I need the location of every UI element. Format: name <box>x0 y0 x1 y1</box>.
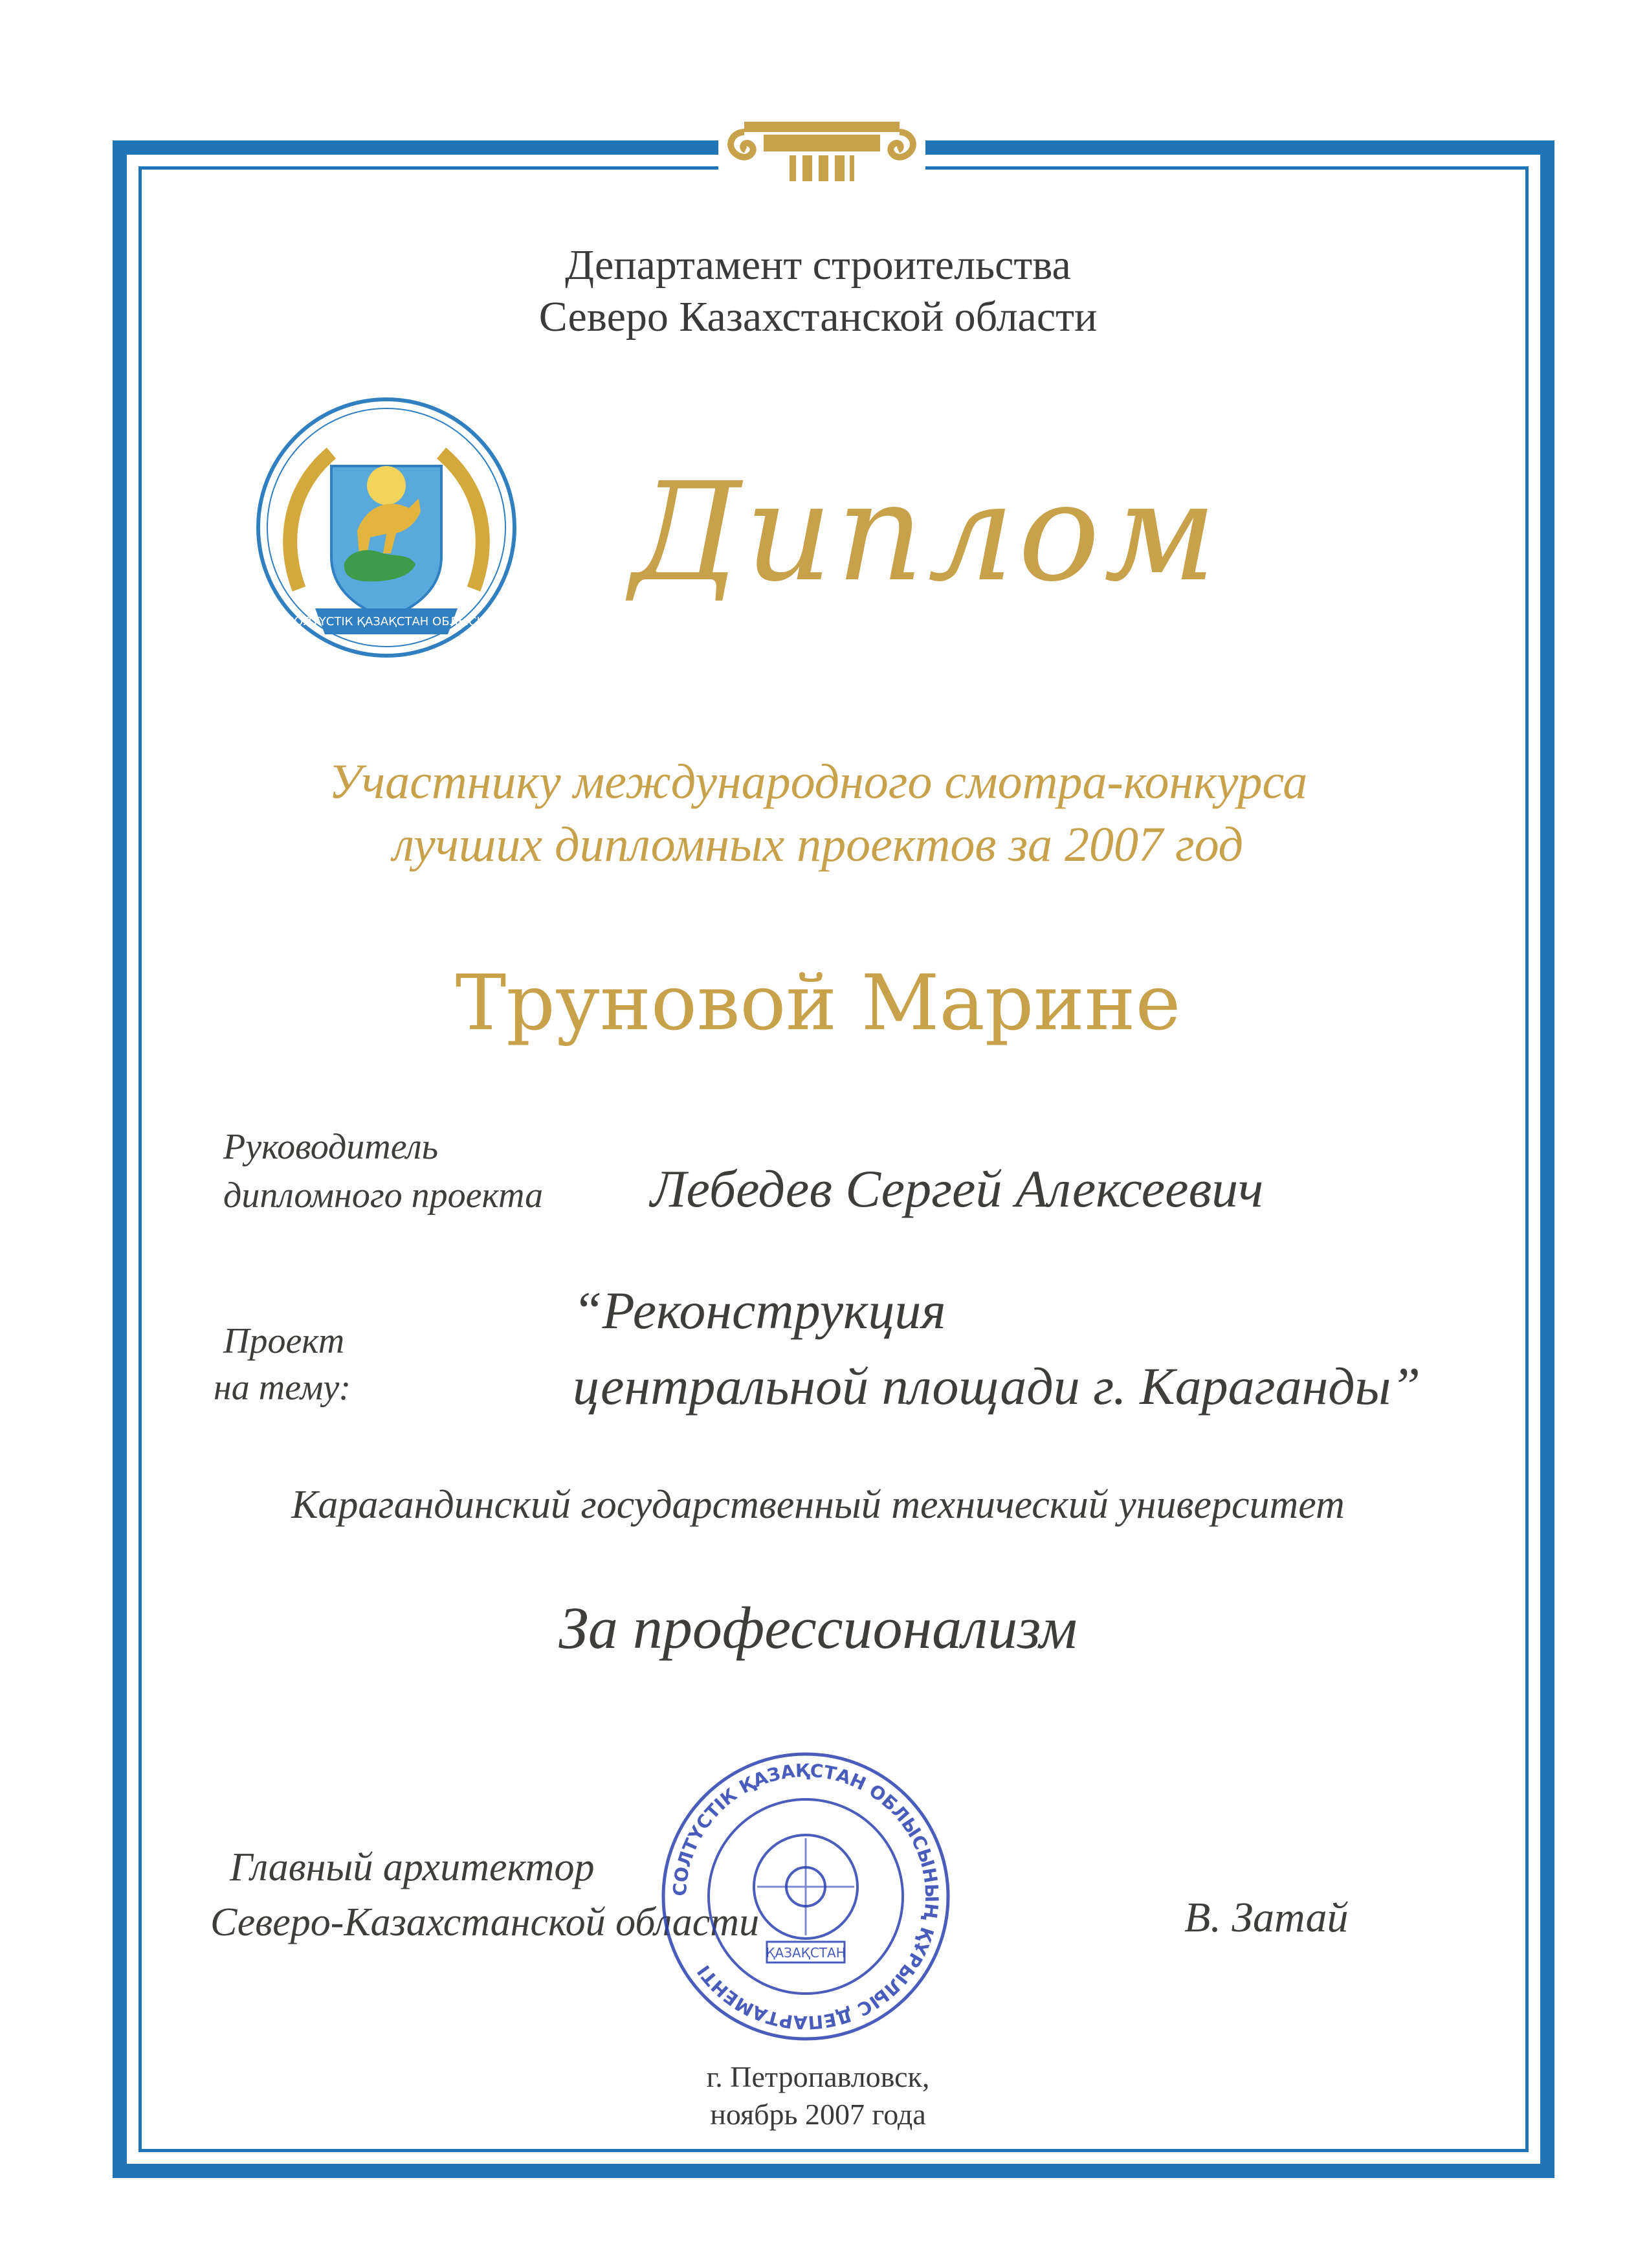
signatory-position-line-2: Северо-Казахстанской области <box>210 1900 760 1944</box>
university-name: Карагандинский государственный технический университет <box>291 1483 1345 1527</box>
project-title-line-2: центральной площади г. Караганды” <box>573 1357 1420 1416</box>
seal-ring-text: СОЛТҮСТІК ҚАЗАҚСТАН ОБЛЫСЫНЫҢ ҚҰРЫЛЫС ДЕПАРТАМЕНТІ <box>669 1759 943 2034</box>
department-line-1: Департамент строительства <box>565 241 1071 289</box>
emblem-ribbon-text: СОЛТҮСТІК ҚАЗАҚСТАН ОБЛЫСЫ <box>285 615 487 628</box>
signatory-position-line-1: Главный архитектор <box>230 1845 595 1889</box>
date-line: ноябрь 2007 года <box>710 2098 926 2131</box>
supervisor-label-line-2: дипломного проекта <box>223 1175 544 1216</box>
recipient-name: Труновой Марине <box>455 958 1181 1047</box>
supervisor-name: Лебедев Сергей Алексеевич <box>650 1159 1264 1218</box>
signatory-name: В. Затай <box>1184 1894 1349 1941</box>
supervisor-label-line-1: Руководитель <box>223 1127 439 1167</box>
seal-center-text: ҚАЗАҚСТАН <box>766 1945 846 1961</box>
project-title-line-1: “Реконструкция <box>573 1281 946 1340</box>
diploma-title: Диплом <box>630 453 1221 612</box>
place-line: г. Петропавловск, <box>706 2060 930 2093</box>
regional-emblem-icon <box>254 395 519 660</box>
subtitle-line-1: Участнику международного смотра-конкурса <box>328 755 1308 809</box>
subtitle-line-2: лучших дипломных проектов за 2007 год <box>392 817 1244 872</box>
project-label-line-2: на тему: <box>214 1368 351 1408</box>
project-label-line-1: Проект <box>223 1321 345 1361</box>
department-line-2: Северо Казахстанской области <box>538 293 1098 340</box>
ionic-capital-ornament <box>718 115 925 193</box>
award-title: За профессионализм <box>558 1595 1078 1661</box>
official-seal-icon <box>654 1748 958 2045</box>
